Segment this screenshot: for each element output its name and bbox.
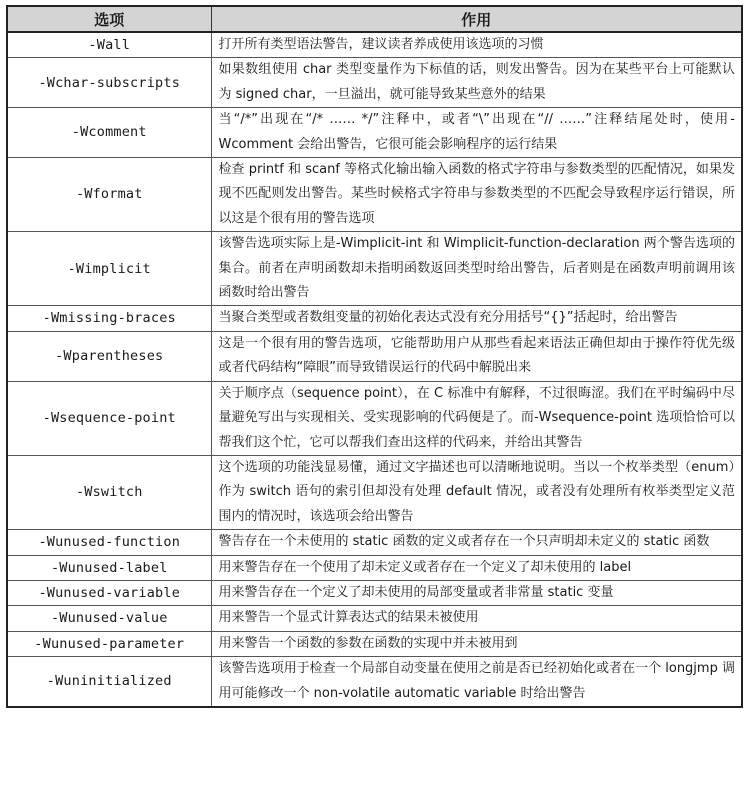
effect-cell: 打开所有类型语法警告，建议读者养成使用该选项的习惯 xyxy=(211,32,742,58)
option-cell: -Wparentheses xyxy=(7,331,211,381)
effect-cell: 该警告选项用于检查一个局部自动变量在使用之前是否已经初始化或者在一个 longjmp 调用可能修改一个 non-volatile automatic variable 时给出警告 xyxy=(211,657,742,707)
table-row xyxy=(7,631,742,656)
effect-cell: 用来警告一个显式计算表达式的结果未被使用 xyxy=(211,606,742,631)
warning-options-table-container xyxy=(6,5,741,708)
option-cell: -Wunused-value xyxy=(7,606,211,631)
column-header-option: 选项 xyxy=(7,6,211,32)
effect-cell: 这个选项的功能浅显易懂，通过文字描述也可以清晰地说明。当以一个枚举类型（enum）作为 switch 语句的索引但却没有处理 default 情况，或者没有处理所有枚举类型定义范围内的情况时，该选项会给出警告 xyxy=(211,455,742,529)
warning-options-table xyxy=(6,5,743,708)
option-cell: -Wunused-function xyxy=(7,530,211,555)
option-cell: -Wimplicit xyxy=(7,232,211,306)
table-row xyxy=(7,232,742,306)
option-cell: -Wuninitialized xyxy=(7,657,211,707)
table-row xyxy=(7,657,742,707)
table-row xyxy=(7,381,742,455)
table-row xyxy=(7,580,742,605)
column-header-effect: 作用 xyxy=(211,6,742,32)
effect-cell: 用来警告存在一个使用了却未定义或者存在一个定义了却未使用的 label xyxy=(211,555,742,580)
option-cell: -Wall xyxy=(7,32,211,58)
table-header-row xyxy=(7,6,742,32)
effect-cell: 用来警告一个函数的参数在函数的实现中并未被用到 xyxy=(211,631,742,656)
table-row xyxy=(7,331,742,381)
option-cell: -Wmissing-braces xyxy=(7,306,211,331)
effect-cell: 检查 printf 和 scanf 等格式化输出输入函数的格式字符串与参数类型的匹配情况，如果发现不匹配则发出警告。某些时候格式字符串与参数类型的不匹配会导致程序运行错误，所以这是个很有用的警告选项 xyxy=(211,158,742,232)
option-cell: -Wchar-subscripts xyxy=(7,58,211,108)
table-row xyxy=(7,530,742,555)
effect-cell: 如果数组使用 char 类型变量作为下标值的话，则发出警告。因为在某些平台上可能默认为 signed char，一旦溢出，就可能导致某些意外的结果 xyxy=(211,58,742,108)
table-row xyxy=(7,158,742,232)
option-cell: -Wswitch xyxy=(7,455,211,529)
option-cell: -Wcomment xyxy=(7,108,211,158)
option-cell: -Wunused-parameter xyxy=(7,631,211,656)
effect-cell: 当聚合类型或者数组变量的初始化表达式没有充分用括号“{}”括起时，给出警告 xyxy=(211,306,742,331)
effect-cell: 当“/*”出现在“/* …… */”注释中，或者“\”出现在“// ……”注释结尾处时，使用-Wcomment 会给出警告，它很可能会影响程序的运行结果 xyxy=(211,108,742,158)
option-cell: -Wunused-variable xyxy=(7,580,211,605)
effect-cell: 这是一个很有用的警告选项，它能帮助用户从那些看起来语法正确但却由于操作符优先级或者代码结构“障眼”而导致错误运行的代码中解脱出来 xyxy=(211,331,742,381)
table-row xyxy=(7,606,742,631)
table-row xyxy=(7,108,742,158)
option-cell: -Wformat xyxy=(7,158,211,232)
table-row xyxy=(7,58,742,108)
effect-cell: 关于顺序点（sequence point），在 C 标准中有解释，不过很晦涩。我们在平时编码中尽量避免写出与实现相关、受实现影响的代码便是了。而-Wsequence-point 选项恰恰可以帮我们这个忙，它可以帮我们查出这样的代码来，并给出其警告 xyxy=(211,381,742,455)
table-row xyxy=(7,455,742,529)
effect-cell: 警告存在一个未使用的 static 函数的定义或者存在一个只声明却未定义的 static 函数 xyxy=(211,530,742,555)
effect-cell: 该警告选项实际上是-Wimplicit-int 和 Wimplicit-function-declaration 两个警告选项的集合。前者在声明函数却未指明函数返回类型时给出警告，后者则是在函数声明前调用该函数时给出警告 xyxy=(211,232,742,306)
effect-cell: 用来警告存在一个定义了却未使用的局部变量或者非常量 static 变量 xyxy=(211,580,742,605)
table-row xyxy=(7,306,742,331)
option-cell: -Wunused-label xyxy=(7,555,211,580)
table-row xyxy=(7,555,742,580)
option-cell: -Wsequence-point xyxy=(7,381,211,455)
table-row xyxy=(7,32,742,58)
